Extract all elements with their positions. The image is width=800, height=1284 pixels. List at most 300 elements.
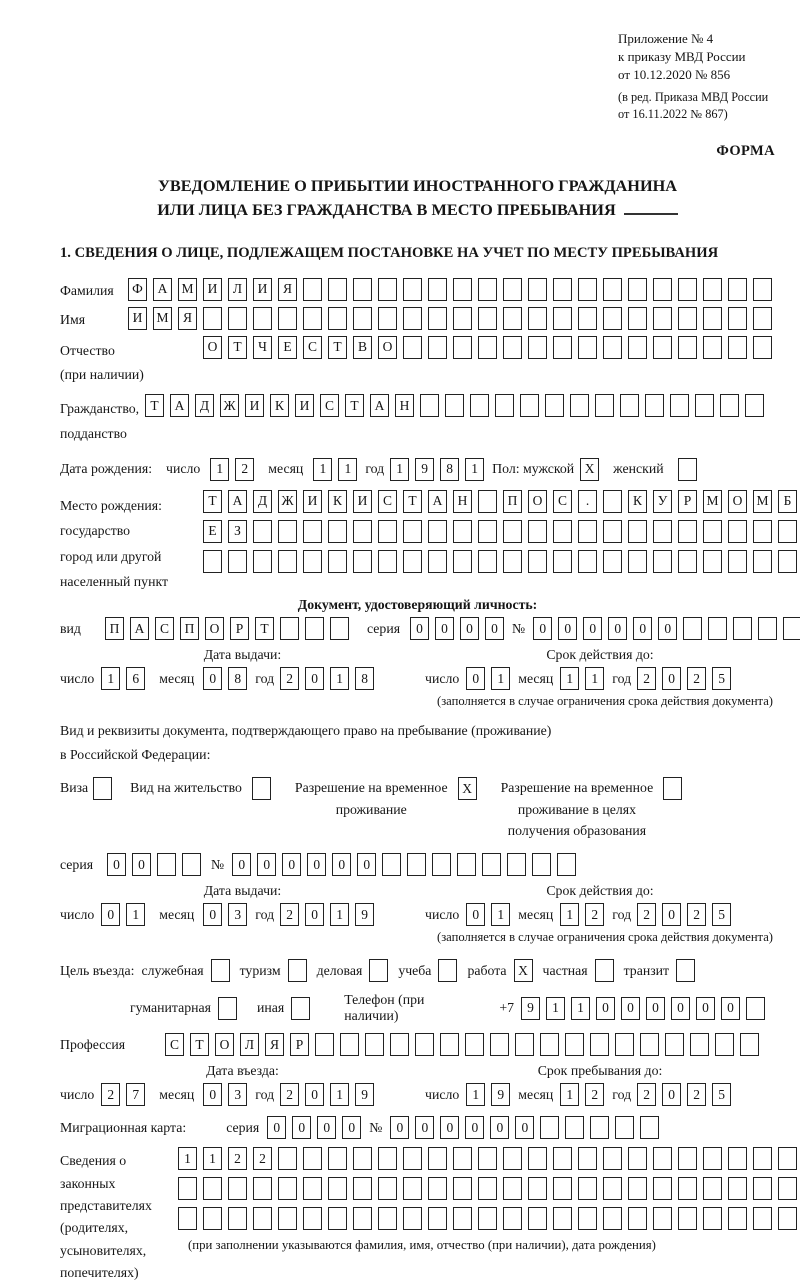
form-cell[interactable]: Л [240,1033,259,1056]
form-cell[interactable] [478,490,497,513]
form-cell[interactable] [628,520,647,543]
form-cell[interactable]: 9 [415,458,434,481]
form-cell[interactable] [590,1116,609,1139]
form-cell[interactable] [253,550,272,573]
form-cell[interactable]: Ж [278,490,297,513]
form-cell[interactable]: Ж [220,394,239,417]
form-cell[interactable] [478,278,497,301]
form-cell[interactable]: Б [778,490,797,513]
form-cell[interactable] [778,550,797,573]
form-cell[interactable]: 0 [203,667,222,690]
form-cell[interactable]: 0 [583,617,602,640]
form-cell[interactable] [503,1147,522,1170]
form-cell[interactable]: 2 [253,1147,272,1170]
form-cell[interactable]: 0 [132,853,151,876]
form-cell[interactable]: А [370,394,389,417]
form-cell[interactable]: К [270,394,289,417]
form-cell[interactable] [378,307,397,330]
form-cell[interactable] [695,394,714,417]
form-cell[interactable]: А [130,617,149,640]
form-cell[interactable] [203,307,222,330]
form-cell[interactable]: Е [278,336,297,359]
form-cell[interactable] [758,617,777,640]
form-cell[interactable] [503,550,522,573]
form-cell[interactable] [203,1177,222,1200]
form-cell[interactable] [503,336,522,359]
form-cell[interactable]: 9 [355,1083,374,1106]
form-cell[interactable]: 2 [235,458,254,481]
form-cell[interactable] [305,617,324,640]
form-cell[interactable] [428,336,447,359]
form-cell[interactable] [378,520,397,543]
form-cell[interactable]: З [228,520,247,543]
form-cell[interactable] [653,307,672,330]
form-cell[interactable]: 2 [637,667,656,690]
form-cell[interactable] [728,1177,747,1200]
form-cell[interactable] [676,959,695,982]
form-cell[interactable] [182,853,201,876]
form-cell[interactable]: 0 [533,617,552,640]
form-cell[interactable]: 1 [560,1083,579,1106]
form-cell[interactable]: . [578,490,597,513]
form-cell[interactable] [665,1033,684,1056]
form-cell[interactable] [330,617,349,640]
form-cell[interactable]: 0 [658,617,677,640]
form-cell[interactable]: 0 [257,853,276,876]
form-cell[interactable] [578,278,597,301]
form-cell[interactable]: И [303,490,322,513]
form-cell[interactable] [590,1033,609,1056]
form-cell[interactable]: С [165,1033,184,1056]
form-cell[interactable]: К [628,490,647,513]
form-cell[interactable] [640,1033,659,1056]
form-cell[interactable]: 0 [232,853,251,876]
form-cell[interactable] [470,394,489,417]
form-cell[interactable]: В [353,336,372,359]
form-cell[interactable] [303,278,322,301]
form-cell[interactable] [228,307,247,330]
form-cell[interactable]: 9 [491,1083,510,1106]
form-cell[interactable] [778,520,797,543]
form-cell[interactable]: 0 [415,1116,434,1139]
form-cell[interactable] [753,278,772,301]
form-cell[interactable] [615,1033,634,1056]
form-cell[interactable] [278,307,297,330]
form-cell[interactable] [628,550,647,573]
form-cell[interactable] [453,1207,472,1230]
form-cell[interactable] [495,394,514,417]
form-cell[interactable]: Р [678,490,697,513]
form-cell[interactable] [253,520,272,543]
form-cell[interactable] [353,1177,372,1200]
form-cell[interactable] [303,1207,322,1230]
form-cell[interactable] [570,394,589,417]
form-cell[interactable]: Т [345,394,364,417]
form-cell[interactable] [382,853,401,876]
form-cell[interactable] [378,1207,397,1230]
form-cell[interactable]: 0 [317,1116,336,1139]
form-cell[interactable] [703,1177,722,1200]
form-cell[interactable] [628,336,647,359]
form-cell[interactable] [740,1033,759,1056]
form-cell[interactable]: 2 [280,1083,299,1106]
form-cell[interactable] [453,336,472,359]
form-cell[interactable]: 0 [267,1116,286,1139]
form-cell[interactable] [653,520,672,543]
form-cell[interactable]: 0 [460,617,479,640]
form-cell[interactable] [378,550,397,573]
form-cell[interactable] [603,520,622,543]
form-cell[interactable] [228,1207,247,1230]
form-cell[interactable]: 1 [546,997,565,1020]
form-cell[interactable]: 1 [338,458,357,481]
form-cell[interactable]: А [153,278,172,301]
form-cell[interactable] [603,1177,622,1200]
form-cell[interactable] [218,997,237,1020]
form-cell[interactable] [428,1177,447,1200]
form-cell[interactable] [93,777,112,800]
form-cell[interactable] [663,777,682,800]
form-cell[interactable]: 0 [307,853,326,876]
form-cell[interactable] [157,853,176,876]
form-cell[interactable] [303,550,322,573]
form-cell[interactable] [528,307,547,330]
form-cell[interactable] [353,520,372,543]
form-cell[interactable]: 8 [440,458,459,481]
form-cell[interactable] [753,550,772,573]
form-cell[interactable]: А [170,394,189,417]
form-cell[interactable]: Т [255,617,274,640]
form-cell[interactable] [353,1147,372,1170]
form-cell[interactable] [545,394,564,417]
form-cell[interactable] [328,1177,347,1200]
form-cell[interactable]: Я [178,307,197,330]
form-cell[interactable] [553,307,572,330]
form-cell[interactable]: И [128,307,147,330]
form-cell[interactable]: 8 [355,667,374,690]
form-cell[interactable] [678,1147,697,1170]
form-cell[interactable] [478,1177,497,1200]
form-cell[interactable] [291,997,310,1020]
form-cell[interactable] [653,1207,672,1230]
form-cell[interactable] [670,394,689,417]
form-cell[interactable] [715,1033,734,1056]
form-cell[interactable] [578,1147,597,1170]
form-cell[interactable]: 1 [585,667,604,690]
form-cell[interactable] [278,550,297,573]
form-cell[interactable] [253,1207,272,1230]
form-cell[interactable] [403,1147,422,1170]
form-cell[interactable] [553,278,572,301]
form-cell[interactable] [703,278,722,301]
form-cell[interactable]: 2 [228,1147,247,1170]
form-cell[interactable] [228,550,247,573]
form-cell[interactable] [457,853,476,876]
form-cell[interactable] [603,490,622,513]
form-cell[interactable]: А [428,490,447,513]
form-cell[interactable] [453,520,472,543]
form-cell[interactable]: 2 [637,903,656,926]
form-cell[interactable]: 2 [687,1083,706,1106]
form-cell[interactable] [378,278,397,301]
form-cell[interactable] [369,959,388,982]
form-cell[interactable] [703,1147,722,1170]
form-cell[interactable]: О [203,336,222,359]
form-cell[interactable]: 2 [585,903,604,926]
form-cell[interactable]: С [155,617,174,640]
form-cell[interactable] [453,307,472,330]
form-cell[interactable] [733,617,752,640]
form-cell[interactable] [453,1147,472,1170]
form-cell[interactable] [203,550,222,573]
form-cell[interactable] [728,336,747,359]
form-cell[interactable]: М [703,490,722,513]
form-cell[interactable]: 0 [721,997,740,1020]
form-cell[interactable] [445,394,464,417]
form-cell[interactable] [328,520,347,543]
form-cell[interactable]: 1 [390,458,409,481]
form-cell[interactable]: 2 [687,667,706,690]
form-cell[interactable]: М [753,490,772,513]
form-cell[interactable] [365,1033,384,1056]
form-cell[interactable]: 0 [410,617,429,640]
form-cell[interactable] [578,1177,597,1200]
form-cell[interactable] [478,307,497,330]
form-cell[interactable]: 0 [490,1116,509,1139]
form-cell[interactable] [453,278,472,301]
form-cell[interactable] [683,617,702,640]
form-cell[interactable] [453,550,472,573]
form-cell[interactable] [440,1033,459,1056]
form-cell[interactable] [720,394,739,417]
form-cell[interactable]: 1 [466,1083,485,1106]
form-cell[interactable] [595,394,614,417]
form-cell[interactable]: 2 [280,667,299,690]
form-cell[interactable]: 1 [571,997,590,1020]
form-cell[interactable] [628,1177,647,1200]
form-cell[interactable] [528,550,547,573]
form-cell[interactable]: 1 [203,1147,222,1170]
form-cell[interactable] [603,1147,622,1170]
form-cell[interactable]: С [303,336,322,359]
form-cell[interactable] [708,617,727,640]
form-cell[interactable]: К [328,490,347,513]
form-cell[interactable] [415,1033,434,1056]
form-cell[interactable]: X [458,777,477,800]
form-cell[interactable] [678,550,697,573]
form-cell[interactable] [753,1147,772,1170]
form-cell[interactable]: 6 [126,667,145,690]
form-cell[interactable]: Т [328,336,347,359]
form-cell[interactable]: 0 [696,997,715,1020]
form-cell[interactable] [390,1033,409,1056]
form-cell[interactable] [628,278,647,301]
form-cell[interactable] [278,1207,297,1230]
form-cell[interactable] [653,278,672,301]
form-cell[interactable] [478,1207,497,1230]
form-cell[interactable]: 2 [280,903,299,926]
form-cell[interactable] [553,1207,572,1230]
form-cell[interactable]: 0 [305,903,324,926]
form-cell[interactable] [753,307,772,330]
form-cell[interactable] [628,1147,647,1170]
form-cell[interactable] [678,520,697,543]
form-cell[interactable] [428,307,447,330]
form-cell[interactable]: 7 [126,1083,145,1106]
form-cell[interactable]: 1 [178,1147,197,1170]
form-cell[interactable] [753,336,772,359]
form-cell[interactable] [746,997,765,1020]
form-cell[interactable] [778,1207,797,1230]
form-cell[interactable]: 0 [357,853,376,876]
form-cell[interactable]: И [295,394,314,417]
form-cell[interactable]: 0 [662,667,681,690]
form-cell[interactable] [728,307,747,330]
form-cell[interactable] [278,1147,297,1170]
form-cell[interactable]: П [503,490,522,513]
form-cell[interactable] [252,777,271,800]
form-cell[interactable]: 0 [466,903,485,926]
form-cell[interactable] [515,1033,534,1056]
form-cell[interactable] [565,1033,584,1056]
form-cell[interactable] [628,1207,647,1230]
form-cell[interactable]: 1 [491,667,510,690]
form-cell[interactable] [678,1207,697,1230]
form-cell[interactable]: Т [403,490,422,513]
form-cell[interactable] [211,959,230,982]
form-cell[interactable]: 0 [332,853,351,876]
form-cell[interactable] [328,278,347,301]
form-cell[interactable] [328,550,347,573]
form-cell[interactable]: 0 [671,997,690,1020]
form-cell[interactable] [753,1207,772,1230]
form-cell[interactable]: С [553,490,572,513]
form-cell[interactable]: 0 [342,1116,361,1139]
form-cell[interactable]: М [178,278,197,301]
form-cell[interactable]: 1 [560,903,579,926]
form-cell[interactable]: 5 [712,1083,731,1106]
form-cell[interactable] [528,1147,547,1170]
form-cell[interactable]: 0 [646,997,665,1020]
form-cell[interactable] [507,853,526,876]
form-cell[interactable] [745,394,764,417]
form-cell[interactable] [557,853,576,876]
form-cell[interactable] [540,1033,559,1056]
form-cell[interactable]: 2 [687,903,706,926]
form-cell[interactable] [403,278,422,301]
form-cell[interactable] [328,1147,347,1170]
form-cell[interactable] [728,1147,747,1170]
form-cell[interactable]: 1 [101,667,120,690]
form-cell[interactable]: 3 [228,903,247,926]
form-cell[interactable]: 0 [621,997,640,1020]
form-cell[interactable]: 0 [390,1116,409,1139]
form-cell[interactable] [678,458,697,481]
form-cell[interactable]: Д [253,490,272,513]
form-cell[interactable] [403,336,422,359]
form-cell[interactable] [595,959,614,982]
form-cell[interactable] [703,336,722,359]
form-cell[interactable] [428,550,447,573]
form-cell[interactable]: О [205,617,224,640]
form-cell[interactable] [553,336,572,359]
form-cell[interactable] [603,336,622,359]
form-cell[interactable]: 1 [330,1083,349,1106]
form-cell[interactable] [503,1207,522,1230]
form-cell[interactable] [353,307,372,330]
form-cell[interactable] [532,853,551,876]
form-cell[interactable] [728,550,747,573]
form-cell[interactable] [528,278,547,301]
form-cell[interactable]: 0 [596,997,615,1020]
form-cell[interactable]: О [378,336,397,359]
form-cell[interactable]: П [180,617,199,640]
form-cell[interactable]: О [728,490,747,513]
form-cell[interactable] [728,520,747,543]
form-cell[interactable] [603,1207,622,1230]
form-cell[interactable] [478,336,497,359]
form-cell[interactable] [703,520,722,543]
form-cell[interactable]: 0 [558,617,577,640]
form-cell[interactable] [328,307,347,330]
form-cell[interactable] [353,550,372,573]
form-cell[interactable]: 1 [560,667,579,690]
form-cell[interactable] [778,1147,797,1170]
form-cell[interactable] [520,394,539,417]
form-cell[interactable] [478,1147,497,1170]
form-cell[interactable]: 5 [712,667,731,690]
form-cell[interactable] [703,307,722,330]
form-cell[interactable]: 0 [282,853,301,876]
form-cell[interactable]: 9 [521,997,540,1020]
form-cell[interactable] [753,520,772,543]
form-cell[interactable] [578,1207,597,1230]
form-cell[interactable]: О [215,1033,234,1056]
form-cell[interactable]: Ф [128,278,147,301]
form-cell[interactable]: 1 [330,667,349,690]
form-cell[interactable]: 0 [203,1083,222,1106]
form-cell[interactable]: 0 [440,1116,459,1139]
form-cell[interactable] [303,307,322,330]
form-cell[interactable] [315,1033,334,1056]
form-cell[interactable]: 0 [485,617,504,640]
form-cell[interactable] [528,336,547,359]
form-cell[interactable]: X [514,959,533,982]
form-cell[interactable] [303,1177,322,1200]
form-cell[interactable]: Т [190,1033,209,1056]
form-cell[interactable] [678,336,697,359]
form-cell[interactable] [553,1147,572,1170]
form-cell[interactable]: И [253,278,272,301]
form-cell[interactable] [478,550,497,573]
form-cell[interactable] [678,278,697,301]
form-cell[interactable]: С [378,490,397,513]
form-cell[interactable] [553,550,572,573]
form-cell[interactable] [578,336,597,359]
form-cell[interactable]: 0 [101,903,120,926]
form-cell[interactable] [703,550,722,573]
form-cell[interactable] [288,959,307,982]
form-cell[interactable]: И [245,394,264,417]
form-cell[interactable]: Д [195,394,214,417]
form-cell[interactable] [428,520,447,543]
form-cell[interactable] [203,1207,222,1230]
form-cell[interactable]: Р [290,1033,309,1056]
form-cell[interactable] [653,1177,672,1200]
form-cell[interactable]: Н [395,394,414,417]
form-cell[interactable] [678,1177,697,1200]
form-cell[interactable] [403,520,422,543]
